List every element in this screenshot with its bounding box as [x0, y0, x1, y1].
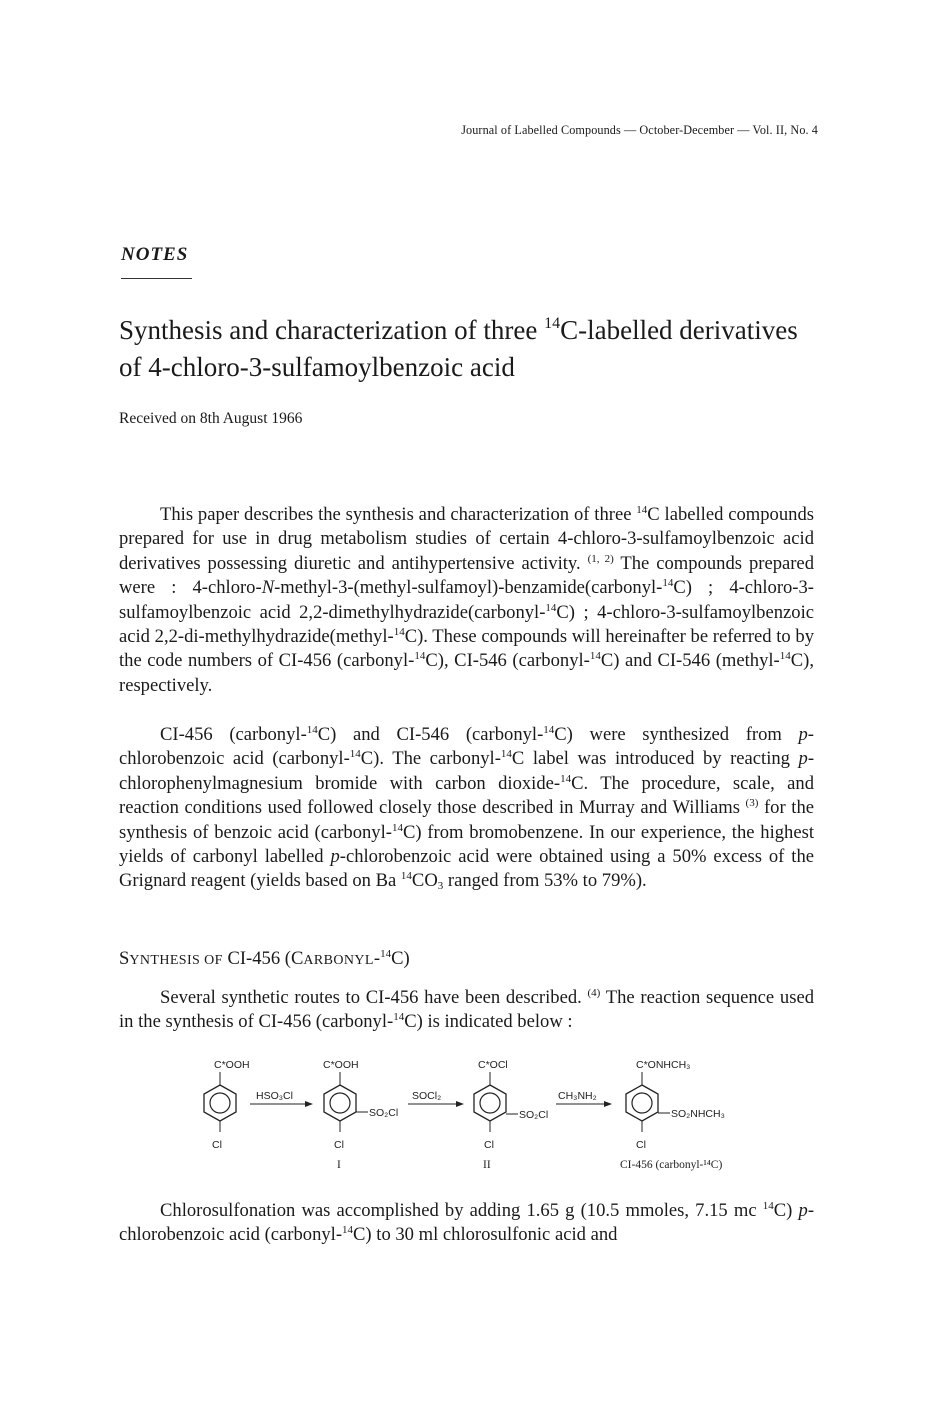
compound-2-side-group: SO₂Cl	[369, 1107, 399, 1119]
received-date: Received on 8th August 1966	[119, 410, 303, 427]
paragraph-3: Several synthetic routes to CI-456 have been described. $^{(4)}$ The reaction sequence used in the synthesis of CI-456 (carbonyl-$^{14}$C) is indicated below :	[119, 987, 814, 1033]
compound-4-bottom-group: Cl	[636, 1139, 646, 1151]
paragraph-1: This paper describes the synthesis and characterization of three $^{14}$C labelled compounds prepared for use in drug metabolism studies of certain 4-chloro-3-sulfamoylbenzoic acid derivatives possessing diuretic and antihypertensive activity. $^{(1, 2)}$ The compounds prepared were : 4-chloro-N-methyl-3-(methyl-sulfamoyl)-benzamide(carbonyl-$^{14}$C) ; 4-chloro-3-sulfamoylbenzoic acid 2,2-dimethylhydrazide(carbonyl-$^{14}$C) ; 4-chloro-3-sulfamoylbenzoic acid 2,2-di-methylhydrazide(methyl-$^{14}$C). These compounds will hereinafter be referred to by the code numbers of CI-456 (carbonyl-$^{14}$C), CI-546 (carbonyl-$^{14}$C) and CI-546 (methyl-$^{14}$C), respectively.	[119, 504, 814, 696]
reaction-arrow-2	[408, 1090, 464, 1107]
section-label-rule	[121, 278, 192, 279]
section-heading: SYNTHESIS OF CI-456 (CARBONYL-$^{14}$C)	[119, 948, 410, 969]
compound-1-top-group: C*OOH	[214, 1059, 250, 1071]
article-title: Synthesis and characterization of three $^{14}$C-labelled derivatives of 4-chloro-3-sulfamoylbenzoic acid	[119, 315, 798, 382]
compound-3-label: II	[483, 1159, 491, 1171]
compound-3-side-group: SO₂Cl	[519, 1109, 549, 1121]
running-head: Journal of Labelled Compounds — October-December — Vol. II, No. 4	[461, 123, 818, 137]
reagent-1: HSO₃Cl	[256, 1090, 293, 1102]
compound-2-bottom-group: Cl	[334, 1139, 344, 1151]
compound-1	[204, 1059, 250, 1151]
compound-4-top-group: C*ONHCH₃	[636, 1059, 691, 1071]
paragraph-2: CI-456 (carbonyl-$^{14}$C) and CI-546 (carbonyl-$^{14}$C) were synthesized from p-chlorobenzoic acid (carbonyl-$^{14}$C). The carbonyl-$^{14}$C label was introduced by reacting p-chlorophenylmagnesium bromide with carbon dioxide-$^{14}$C. The procedure, scale, and reaction conditions used followed closely those described in Murray and Williams $^{(3)}$ for the synthesis of benzoic acid (carbonyl-$^{14}$C) from bromobenzene. In our experience, the highest yields of carbonyl labelled p-chlorobenzoic acid were obtained using a 50% excess of the Grignard reagent (yields based on Ba $^{14}CO_3$ ranged from 53% to 79%).	[119, 724, 815, 893]
paragraph-4: Chlorosulfonation was accomplished by adding 1.65 g (10.5 mmoles, 7.15 mc $^{14}$C) p-chlorobenzoic acid (carbonyl-$^{14}$C) to 30 ml chlorosulfonic acid and	[119, 1200, 815, 1246]
compound-1-bottom-group: Cl	[212, 1139, 222, 1151]
compound-4-side-group: SO₂NHCH₃	[671, 1108, 725, 1120]
compound-2	[323, 1059, 398, 1171]
reagent-2: SOCl₂	[412, 1090, 442, 1102]
compound-4	[620, 1059, 725, 1171]
compound-3-top-group: C*OCl	[478, 1059, 508, 1071]
section-label: NOTES	[121, 244, 189, 265]
compound-2-top-group: C*OOH	[323, 1059, 359, 1071]
compound-2-label: I	[337, 1159, 341, 1171]
reaction-scheme	[190, 1052, 790, 1182]
compound-4-label: CI-456 (carbonyl-¹⁴C)	[620, 1159, 723, 1171]
compound-3-bottom-group: Cl	[484, 1139, 494, 1151]
reaction-arrow-3	[556, 1090, 612, 1107]
reaction-arrow-1	[250, 1090, 313, 1107]
compound-3	[474, 1059, 548, 1171]
reagent-3: CH₃NH₂	[558, 1090, 597, 1102]
